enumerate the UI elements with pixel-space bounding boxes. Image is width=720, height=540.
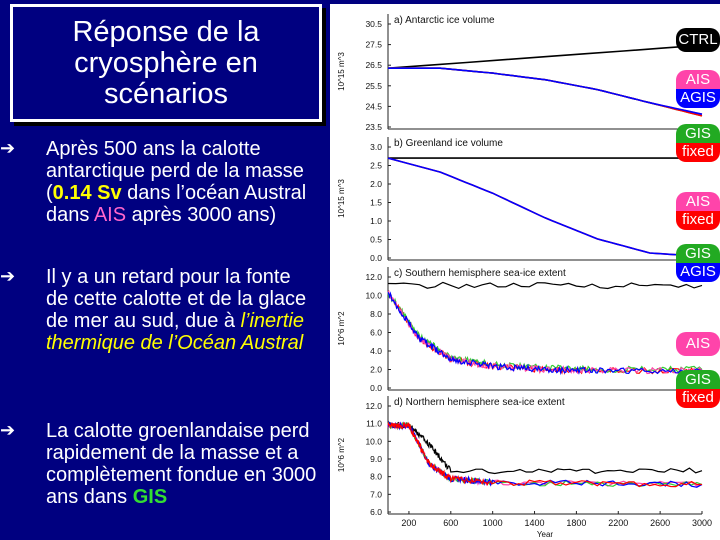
- legend-tag-line: fixed: [682, 389, 714, 406]
- x-tick-label: 1400: [524, 518, 545, 528]
- y-tick-label: 2.5: [370, 160, 382, 171]
- x-tick-label: 2200: [608, 518, 629, 528]
- y-tick-label: 1.0: [370, 216, 382, 226]
- panel-title: b) Greenland ice volume: [394, 138, 503, 149]
- panel-y-label: 10^15 m^3: [337, 179, 346, 218]
- y-tick-label: 30.5: [365, 19, 382, 29]
- x-tick-label: 200: [401, 518, 417, 528]
- panel-y-label: 10^15 m^3: [337, 52, 346, 91]
- arrow-bullet-icon: ➔: [0, 420, 16, 440]
- x-tick-label: 600: [443, 518, 459, 528]
- legend-tag-line: AGIS: [680, 263, 716, 280]
- bullet-text-3: [46, 420, 318, 508]
- panel-y-label: 10^6 m^2: [337, 437, 346, 473]
- y-tick-label: 10.0: [365, 290, 382, 301]
- bullet-item-2: [0, 266, 320, 406]
- y-tick-label: 27.5: [365, 39, 382, 50]
- slide-title: Réponse de la cryosphère en scénarios: [72, 15, 260, 110]
- bullet-item-3: [0, 420, 320, 536]
- bullet-1-part-5: après 3000 ans): [126, 204, 277, 226]
- x-tick-label: 2600: [650, 518, 671, 528]
- y-tick-label: 12.0: [365, 272, 382, 282]
- legend-tag-line: GIS: [685, 371, 711, 388]
- y-tick-label: 9.0: [370, 454, 382, 464]
- bullet-2-part-1: Il y a un retard pour la fonte de cette calotte et de la glace de mer au sud, due à: [46, 266, 307, 332]
- slide-title-box: [10, 4, 322, 122]
- bullet-1-ais: AIS: [93, 204, 127, 226]
- arrow-bullet-icon: ➔: [0, 138, 16, 158]
- legend-tag: [676, 332, 720, 356]
- panel-title: d) Northern hemisphere sea-ice extent: [394, 397, 565, 408]
- legend-tag-line: AIS: [685, 335, 711, 352]
- y-tick-label: 11.0: [366, 418, 382, 429]
- panel-title: a) Antarctic ice volume: [394, 15, 495, 26]
- legend-tag-line: AGIS: [680, 89, 716, 106]
- legend-tag: [676, 124, 720, 162]
- legend-tag: [676, 244, 720, 282]
- y-tick-label: 8.0: [370, 309, 382, 319]
- y-tick-label: 7.0: [370, 489, 382, 500]
- x-axis-label: Year: [536, 530, 554, 539]
- y-tick-label: 1.5: [370, 197, 382, 208]
- x-tick-label: 1800: [566, 518, 587, 528]
- panel-title: c) Southern hemisphere sea-ice extent: [394, 268, 566, 279]
- bullet-1-flux: 0.14 Sv: [52, 182, 122, 204]
- y-tick-label: 4.0: [370, 346, 382, 356]
- legend-tag-line: AIS: [685, 193, 711, 210]
- bullet-text-1: [46, 138, 318, 226]
- y-tick-label: 12.0: [365, 401, 382, 411]
- legend-tag: [676, 192, 720, 230]
- legend-tag: [676, 370, 720, 408]
- legend-tag-line: CTRL: [678, 31, 718, 48]
- legend-tag-line: AIS: [685, 71, 711, 88]
- bullet-text-2: [46, 266, 318, 354]
- ice-figure: [330, 4, 720, 540]
- bullet-2-inertia: l’inertie thermique de l’Océan Austral: [46, 310, 304, 354]
- y-tick-label: 8.0: [370, 471, 382, 482]
- y-tick-label: 0.0: [370, 253, 382, 263]
- y-tick-label: 0.5: [370, 234, 382, 245]
- y-tick-label: 6.0: [370, 507, 382, 517]
- y-tick-label: 26.5: [365, 60, 382, 71]
- y-tick-label: 24.5: [365, 101, 382, 112]
- panel-y-label: 10^6 m^2: [337, 311, 346, 346]
- legend-tag: [676, 70, 720, 108]
- y-tick-label: 25.5: [365, 80, 382, 91]
- legend-tag-line: fixed: [682, 211, 714, 228]
- y-tick-label: 3.0: [370, 142, 382, 152]
- legend-tag-line: GIS: [685, 125, 711, 142]
- legend-tag-line: GIS: [685, 245, 711, 262]
- bullet-3-part-1: La calotte groenlandaise perd rapidement de la masse et a complètement fondue en 3000 ans dans: [46, 420, 317, 508]
- legend-tag: [676, 28, 720, 52]
- bullet-1-part-1: Après 500 ans la calotte antarctique perd de la masse (: [46, 138, 304, 204]
- y-tick-label: 23.5: [365, 122, 382, 132]
- y-tick-label: 10.0: [365, 436, 382, 447]
- bullet-item-1: [0, 138, 320, 258]
- x-tick-label: 1000: [482, 518, 503, 528]
- y-tick-label: 0.0: [370, 383, 382, 393]
- arrow-bullet-icon: ➔: [0, 266, 16, 286]
- y-tick-label: 2.0: [370, 364, 382, 375]
- legend-tag-line: fixed: [682, 143, 714, 160]
- bullet-3-gis: GIS: [132, 486, 168, 508]
- bullet-1-part-3: dans l’océan Austral dans: [46, 182, 307, 226]
- x-tick-label: 3000: [691, 518, 713, 528]
- y-tick-label: 6.0: [370, 327, 382, 338]
- y-tick-label: 2.0: [370, 179, 382, 189]
